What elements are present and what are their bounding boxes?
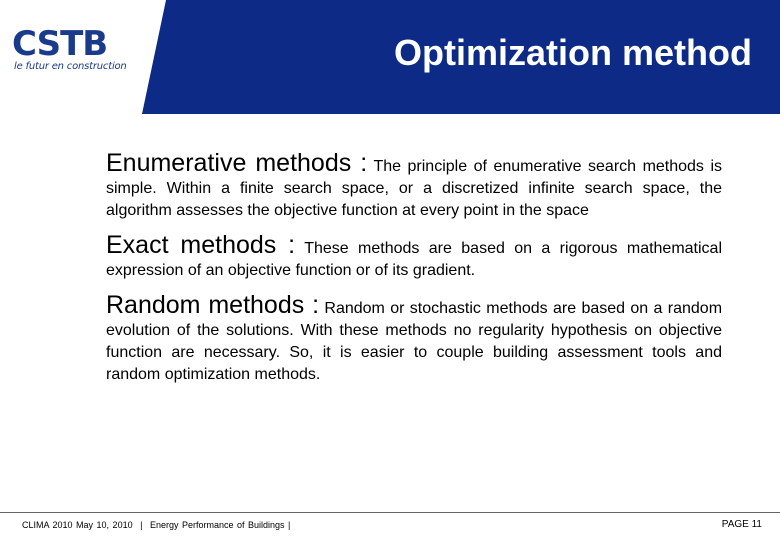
footer-divider — [0, 512, 780, 513]
logo-wordmark: CSTB — [12, 24, 108, 64]
random-methods-text: Random or stochastic methods are based on a random evolution of the solutions. With these methods no regularity hypothesis on objective function are necessary. So, it is easier to couple building assessment tools and random optimization methods. — [106, 300, 723, 383]
random-methods-paragraph — [106, 290, 722, 386]
page-number: PAGE 11 — [721, 519, 762, 530]
footer-date: May 10, 2010 — [76, 520, 133, 530]
cstb-logo — [12, 24, 134, 74]
enumerative-methods-paragraph — [106, 148, 722, 222]
random-methods-term: Random methods : — [106, 291, 320, 319]
enumerative-methods-term: Enumerative methods : — [106, 149, 368, 177]
slide-body — [106, 148, 722, 394]
exact-methods-paragraph — [106, 230, 722, 282]
exact-methods-text: These methods are based on a rigorous mathematical expression of an objective function or of its gradient. — [106, 240, 723, 279]
footer-event: CLIMA 2010 — [22, 520, 73, 530]
enumerative-methods-text: The principle of enumerative search methods is simple. Within a finite search space, or a discretized infinite search space, the algorithm assesses the objective function at every point in the space — [106, 158, 722, 219]
footer-topic: Energy Performance of Buildings | — [149, 520, 291, 530]
footer-separator: | — [140, 520, 143, 530]
slide-title: Optimization method — [394, 32, 752, 73]
exact-methods-term: Exact methods : — [106, 231, 296, 259]
footer-info — [22, 520, 290, 530]
logo-tagline: le futur en construction — [14, 61, 127, 72]
